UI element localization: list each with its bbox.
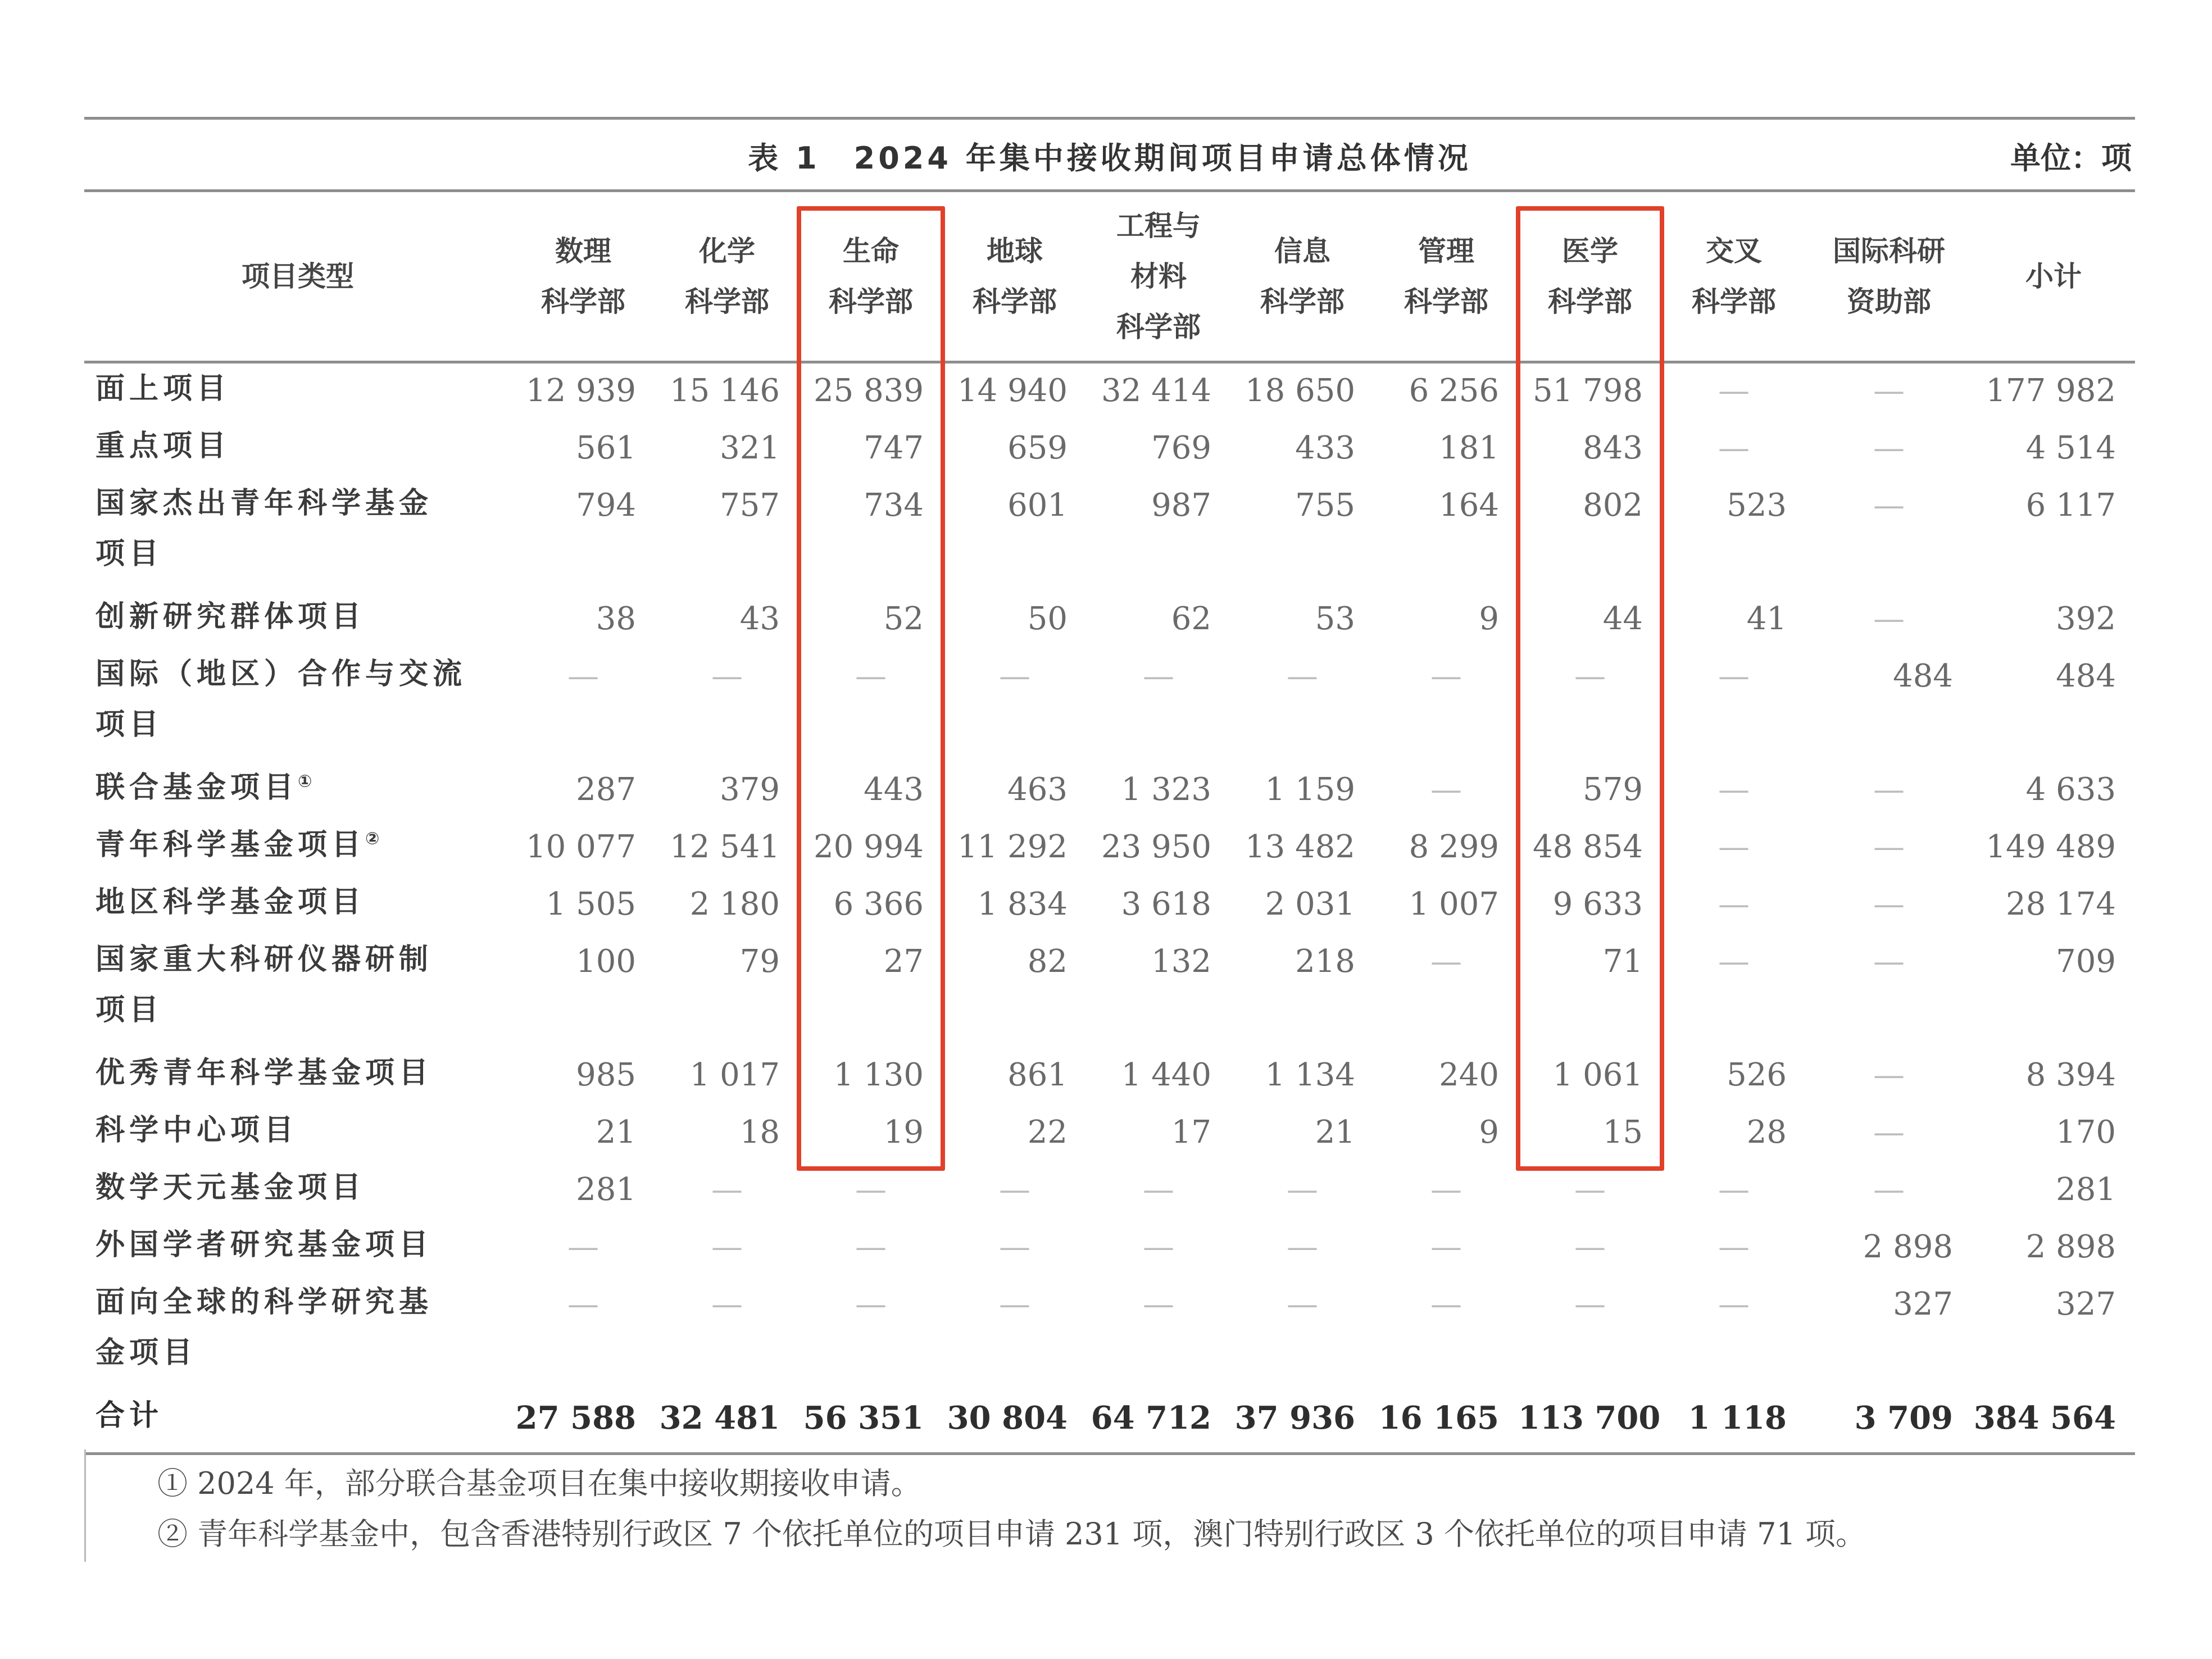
table-cell: — <box>1873 1114 1905 1151</box>
header-chemistry: 化学 科学部 <box>655 192 799 362</box>
table-cell: — <box>1430 943 1462 980</box>
table-cell: 18 650 <box>1245 372 1355 409</box>
row-label <box>84 1220 511 1277</box>
table-cell: — <box>1430 658 1462 694</box>
header-interdisciplinary: 交叉 科学部 <box>1662 192 1806 362</box>
table-cell: 1 505 <box>546 886 636 922</box>
document-table-block <box>84 117 2135 1560</box>
table-cell: — <box>1718 1229 1750 1265</box>
table-cell: 13 482 <box>1245 829 1355 865</box>
table-row <box>84 1220 2135 1277</box>
table-cell: 734 <box>864 487 924 524</box>
row-label-text: 重点项目 <box>96 429 231 463</box>
table-cell: 1 440 <box>1121 1057 1211 1093</box>
table-cell: 3 709 <box>1806 1390 1972 1454</box>
highlight-box-medical <box>1516 206 1664 1171</box>
table-cell: — <box>1873 886 1905 922</box>
table-cell: 52 <box>883 601 924 637</box>
table-title: 表 1 2024 年集中接收期间项目申请总体情况 <box>748 140 1471 176</box>
table-cell: — <box>1873 829 1905 865</box>
table-cell: 843 <box>1583 430 1643 466</box>
row-label-text: 国家杰出青年科学基金 项目 <box>96 487 433 571</box>
table-cell: 523 <box>1727 487 1787 524</box>
table-cell: 659 <box>1007 430 1068 466</box>
table-cell: 384 564 <box>1972 1390 2135 1454</box>
table-cell: 321 <box>720 430 780 466</box>
table-cell: 579 <box>1583 771 1643 808</box>
header-math-physics: 数理 科学部 <box>511 192 655 362</box>
table-cell: 1 061 <box>1552 1057 1643 1093</box>
table-cell: — <box>1287 1286 1318 1322</box>
table-cell: 287 <box>576 771 636 808</box>
table-cell: — <box>1287 1229 1318 1265</box>
table-cell: 12 541 <box>670 829 780 865</box>
table-cell: 755 <box>1295 487 1355 524</box>
table-cell: 2 898 <box>1863 1229 1953 1265</box>
table-cell: 27 <box>883 943 924 980</box>
row-label-text: 面向全球的科学研究基 金项目 <box>96 1285 433 1370</box>
table-cell: 20 994 <box>814 829 924 865</box>
table-cell: 32 481 <box>655 1390 799 1454</box>
table-cell: 181 <box>1439 430 1499 466</box>
table-cell: 132 <box>1151 943 1211 980</box>
table-cell: 9 633 <box>1552 886 1643 922</box>
table-cell: 1 017 <box>689 1057 780 1093</box>
table-cell: 757 <box>720 487 780 524</box>
table-cell: 64 712 <box>1087 1390 1230 1454</box>
table-cell: — <box>1718 886 1750 922</box>
table-cell: 769 <box>1151 430 1211 466</box>
table-cell: 327 <box>2056 1286 2116 1322</box>
row-label <box>84 1105 511 1162</box>
table-cell: 164 <box>1439 487 1499 524</box>
table-cell: — <box>1718 771 1750 808</box>
table-cell: 802 <box>1583 487 1643 524</box>
table-cell: — <box>1718 943 1750 980</box>
table-cell: — <box>999 1229 1030 1265</box>
table-cell: — <box>567 658 599 694</box>
table-cell: — <box>1718 1171 1750 1208</box>
table-cell: 6 256 <box>1409 372 1499 409</box>
table-cell: — <box>711 1171 743 1208</box>
table-cell: 4 633 <box>2025 771 2116 808</box>
table-cell: 82 <box>1027 943 1068 980</box>
table-cell: 44 <box>1602 601 1643 637</box>
table-row <box>84 1105 2135 1162</box>
header-life-sciences: 生命 科学部 <box>799 192 943 362</box>
table-cell: 8 299 <box>1409 829 1499 865</box>
row-label <box>84 362 511 421</box>
table-cell: 23 950 <box>1101 829 1211 865</box>
row-label <box>84 820 511 877</box>
table-title-row <box>84 117 2135 192</box>
header-subtotal: 小计 <box>1972 192 2135 362</box>
table-cell: 1 118 <box>1662 1390 1806 1454</box>
table-cell: — <box>855 658 887 694</box>
table-row <box>84 362 2135 421</box>
table-cell: — <box>1143 1286 1174 1322</box>
row-label <box>84 421 511 478</box>
row-label-text: 国际（地区）合作与交流 项目 <box>96 657 467 742</box>
table-cell: — <box>1574 1286 1606 1322</box>
row-label-text: 创新研究群体项目 <box>96 600 366 634</box>
row-label-text: 面上项目 <box>96 372 231 406</box>
table-cell: 1 134 <box>1265 1057 1355 1093</box>
table-row <box>84 762 2135 820</box>
table-cell: 100 <box>576 943 636 980</box>
table-cell: 392 <box>2056 601 2116 637</box>
table-cell: 1 007 <box>1409 886 1499 922</box>
row-label <box>84 762 511 820</box>
row-label <box>84 877 511 934</box>
table-cell: 987 <box>1151 487 1211 524</box>
header-project-type: 项目类型 <box>84 192 511 362</box>
table-cell: 861 <box>1007 1057 1068 1093</box>
highlight-box-life-sciences <box>797 206 945 1171</box>
header-information: 信息 科学部 <box>1230 192 1374 362</box>
table-unit: 单位：项 <box>2010 140 2132 176</box>
table-cell: 43 <box>739 601 780 637</box>
table-cell: 12 939 <box>526 372 636 409</box>
row-label-text: 地区科学基金项目 <box>96 885 366 919</box>
table-cell: 281 <box>2056 1171 2116 1208</box>
table-cell: 9 <box>1479 601 1499 637</box>
table-cell: 62 <box>1171 601 1211 637</box>
table-cell: 6 366 <box>833 886 924 922</box>
table-cell: — <box>711 1229 743 1265</box>
table-cell: 53 <box>1315 601 1355 637</box>
table-cell: 79 <box>739 943 780 980</box>
table-cell: 327 <box>1893 1286 1953 1322</box>
table-cell: 50 <box>1027 601 1068 637</box>
row-label <box>84 1390 511 1454</box>
table-cell: 601 <box>1007 487 1068 524</box>
table-row <box>84 649 2135 762</box>
table-cell: 22 <box>1027 1114 1068 1151</box>
table-cell: 2 180 <box>689 886 780 922</box>
table-cell: 15 <box>1602 1114 1643 1151</box>
row-label <box>84 592 511 649</box>
table-row <box>84 934 2135 1048</box>
table-cell: 561 <box>576 430 636 466</box>
table-row <box>84 478 2135 592</box>
header-row <box>84 192 2135 362</box>
footnotes <box>84 1455 2135 1560</box>
row-label <box>84 649 511 762</box>
row-label-text: 数学天元基金项目 <box>96 1171 366 1205</box>
table-cell: 28 174 <box>2006 886 2116 922</box>
table-cell: 218 <box>1295 943 1355 980</box>
header-medical: 医学 科学部 <box>1518 192 1662 362</box>
table-row <box>84 1162 2135 1220</box>
table-cell: 1 159 <box>1265 771 1355 808</box>
table-cell: 794 <box>576 487 636 524</box>
header-international: 国际科研 资助部 <box>1806 192 1972 362</box>
table-cell: — <box>1287 1171 1318 1208</box>
table-cell: 1 834 <box>977 886 1068 922</box>
table-cell: — <box>1718 372 1750 409</box>
table-cell: — <box>1873 1171 1905 1208</box>
table-cell: 177 982 <box>1986 372 2116 409</box>
table-cell: 484 <box>2056 658 2116 694</box>
table-cell: — <box>1430 1286 1462 1322</box>
table-cell: 17 <box>1171 1114 1211 1151</box>
table-cell: 443 <box>864 771 924 808</box>
table-cell: 18 <box>739 1114 780 1151</box>
row-label <box>84 478 511 592</box>
row-label-text: 外国学者研究基金项目 <box>96 1228 433 1262</box>
table-cell: 709 <box>2056 943 2116 980</box>
table-cell: 985 <box>576 1057 636 1093</box>
header-management: 管理 科学部 <box>1374 192 1518 362</box>
table-cell: 170 <box>2056 1114 2116 1151</box>
table-row <box>84 877 2135 934</box>
table-cell: — <box>855 1229 887 1265</box>
table-cell: 8 394 <box>2025 1057 2116 1093</box>
row-label-text: 联合基金项目 <box>96 771 298 804</box>
application-table <box>84 192 2135 1455</box>
table-cell: 56 351 <box>799 1390 943 1454</box>
table-cell: 1 323 <box>1121 771 1211 808</box>
row-label <box>84 934 511 1048</box>
table-cell: 10 077 <box>526 829 636 865</box>
table-cell: 240 <box>1439 1057 1499 1093</box>
table-cell: — <box>1430 1229 1462 1265</box>
row-label-text: 青年科学基金项目 <box>96 828 366 862</box>
table-cell: — <box>999 658 1030 694</box>
table-cell: — <box>1718 658 1750 694</box>
row-label <box>84 1048 511 1105</box>
table-cell: — <box>1143 1171 1174 1208</box>
footnote-marker: ② <box>365 829 384 849</box>
table-cell: 463 <box>1007 771 1068 808</box>
table-cell: — <box>711 1286 743 1322</box>
left-rule <box>84 1449 86 1562</box>
table-cell: — <box>1873 943 1905 980</box>
table-cell: — <box>855 1286 887 1322</box>
table-cell: 433 <box>1295 430 1355 466</box>
table-cell: 71 <box>1602 943 1643 980</box>
table-cell: 21 <box>596 1114 636 1151</box>
table-cell: 2 898 <box>2025 1229 2116 1265</box>
table-cell: — <box>1430 1171 1462 1208</box>
table-cell: 526 <box>1727 1057 1787 1093</box>
table-cell: — <box>1143 1229 1174 1265</box>
table-cell: — <box>999 1171 1030 1208</box>
table-cell: 28 <box>1746 1114 1787 1151</box>
table-cell: — <box>855 1171 887 1208</box>
total-row <box>84 1390 2135 1454</box>
table-cell: — <box>1873 372 1905 409</box>
row-label-text: 科学中心项目 <box>96 1113 298 1147</box>
table-cell: 51 798 <box>1533 372 1643 409</box>
table-cell: — <box>1873 601 1905 637</box>
table-cell: 37 936 <box>1230 1390 1374 1454</box>
table-cell: 747 <box>864 430 924 466</box>
table-cell: — <box>567 1229 599 1265</box>
table-cell: — <box>1430 771 1462 808</box>
table-cell: 4 514 <box>2025 430 2116 466</box>
table-cell: 3 618 <box>1121 886 1211 922</box>
table-cell: 11 292 <box>957 829 1068 865</box>
table-cell: — <box>1574 1171 1606 1208</box>
table-cell: 16 165 <box>1374 1390 1518 1454</box>
table-cell: 30 804 <box>943 1390 1087 1454</box>
table-cell: — <box>1287 658 1318 694</box>
table-cell: 379 <box>720 771 780 808</box>
table-row <box>84 820 2135 877</box>
table-cell: — <box>1574 658 1606 694</box>
table-cell: 27 588 <box>511 1390 655 1454</box>
table-row <box>84 1048 2135 1105</box>
header-engineering-materials: 工程与 材料 科学部 <box>1087 192 1230 362</box>
row-label <box>84 1277 511 1390</box>
row-label <box>84 1162 511 1220</box>
table-cell: 281 <box>576 1171 636 1208</box>
row-label-text: 国家重大科研仪器研制 项目 <box>96 943 433 1027</box>
table-cell: 14 940 <box>957 372 1068 409</box>
header-earth-sciences: 地球 科学部 <box>943 192 1087 362</box>
table-cell: — <box>1718 1286 1750 1322</box>
table-cell: 32 414 <box>1101 372 1211 409</box>
footnote-marker: ① <box>298 771 317 792</box>
footnote-1: ① 2024 年，部分联合基金项目在集中接收期接收申请。 <box>157 1466 921 1501</box>
table-cell: 19 <box>883 1114 924 1151</box>
table-cell: 21 <box>1315 1114 1355 1151</box>
table-cell: 484 <box>1893 658 1953 694</box>
table-cell: 6 117 <box>2025 487 2116 524</box>
footnote-2: ② 青年科学基金中，包含香港特别行政区 7 个依托单位的项目申请 231 项，澳门特别行政区 3 个依托单位的项目申请 71 项。 <box>157 1516 1866 1552</box>
table-cell: — <box>999 1286 1030 1322</box>
table-cell: — <box>1143 658 1174 694</box>
table-row <box>84 592 2135 649</box>
table-cell: — <box>1873 487 1905 524</box>
table-cell: 9 <box>1479 1114 1499 1151</box>
table-cell: 38 <box>596 601 636 637</box>
row-label-text: 优秀青年科学基金项目 <box>96 1056 433 1090</box>
row-label-text: 合计 <box>96 1399 163 1433</box>
table-cell: — <box>1718 430 1750 466</box>
table-cell: — <box>1873 771 1905 808</box>
table-row <box>84 421 2135 478</box>
table-cell: — <box>711 658 743 694</box>
table-cell: — <box>1873 1057 1905 1093</box>
table-cell: 1 130 <box>833 1057 924 1093</box>
table-row <box>84 1277 2135 1390</box>
table-cell: — <box>1718 829 1750 865</box>
table-cell: 113 700 <box>1518 1390 1662 1454</box>
table-cell: 25 839 <box>814 372 924 409</box>
table-cell: 15 146 <box>670 372 780 409</box>
table-cell: 149 489 <box>1986 829 2116 865</box>
table-cell: — <box>1574 1229 1606 1265</box>
table-cell: 2 031 <box>1265 886 1355 922</box>
table-cell: — <box>567 1286 599 1322</box>
table-cell: 48 854 <box>1533 829 1643 865</box>
table-cell: 41 <box>1746 601 1787 637</box>
table-cell: — <box>1873 430 1905 466</box>
